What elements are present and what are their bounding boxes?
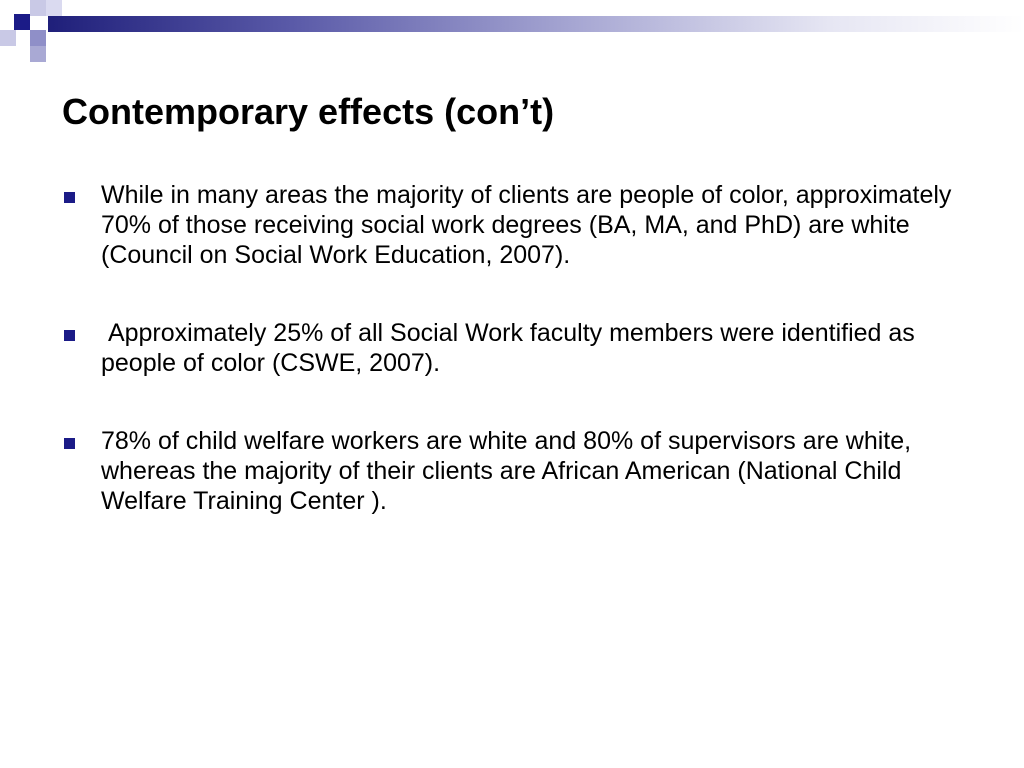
bullet-item bbox=[62, 180, 982, 270]
header-decoration bbox=[0, 0, 1024, 64]
bullet-list bbox=[62, 180, 982, 516]
deco-square-light bbox=[46, 0, 62, 16]
bullet-text: Approximately 25% of all Social Work faculty members were identified as people of color (CSWE, 2007). bbox=[101, 319, 922, 377]
bullet-text: 78% of child welfare workers are white and 80% of supervisors are white, whereas the majority of their clients are African American (National Child Welfare Training Center ). bbox=[101, 427, 912, 515]
bullet-item bbox=[62, 426, 982, 516]
square-bullet-icon bbox=[64, 330, 75, 341]
header-gradient-bar bbox=[48, 16, 1024, 32]
deco-square-mid bbox=[30, 30, 46, 46]
deco-square-light bbox=[30, 0, 46, 16]
deco-square-light bbox=[30, 46, 46, 62]
deco-square-dark bbox=[14, 14, 30, 30]
square-bullet-icon bbox=[64, 438, 75, 449]
bullet-item bbox=[62, 318, 982, 378]
square-bullet-icon bbox=[64, 192, 75, 203]
slide-title: Contemporary effects (con’t) bbox=[62, 91, 555, 132]
deco-square-light bbox=[0, 30, 16, 46]
bullet-text: While in many areas the majority of clients are people of color, approximately 70% of those receiving social work degrees (BA, MA, and PhD) are white (Council on Social Work Education, 2007). bbox=[101, 181, 952, 269]
